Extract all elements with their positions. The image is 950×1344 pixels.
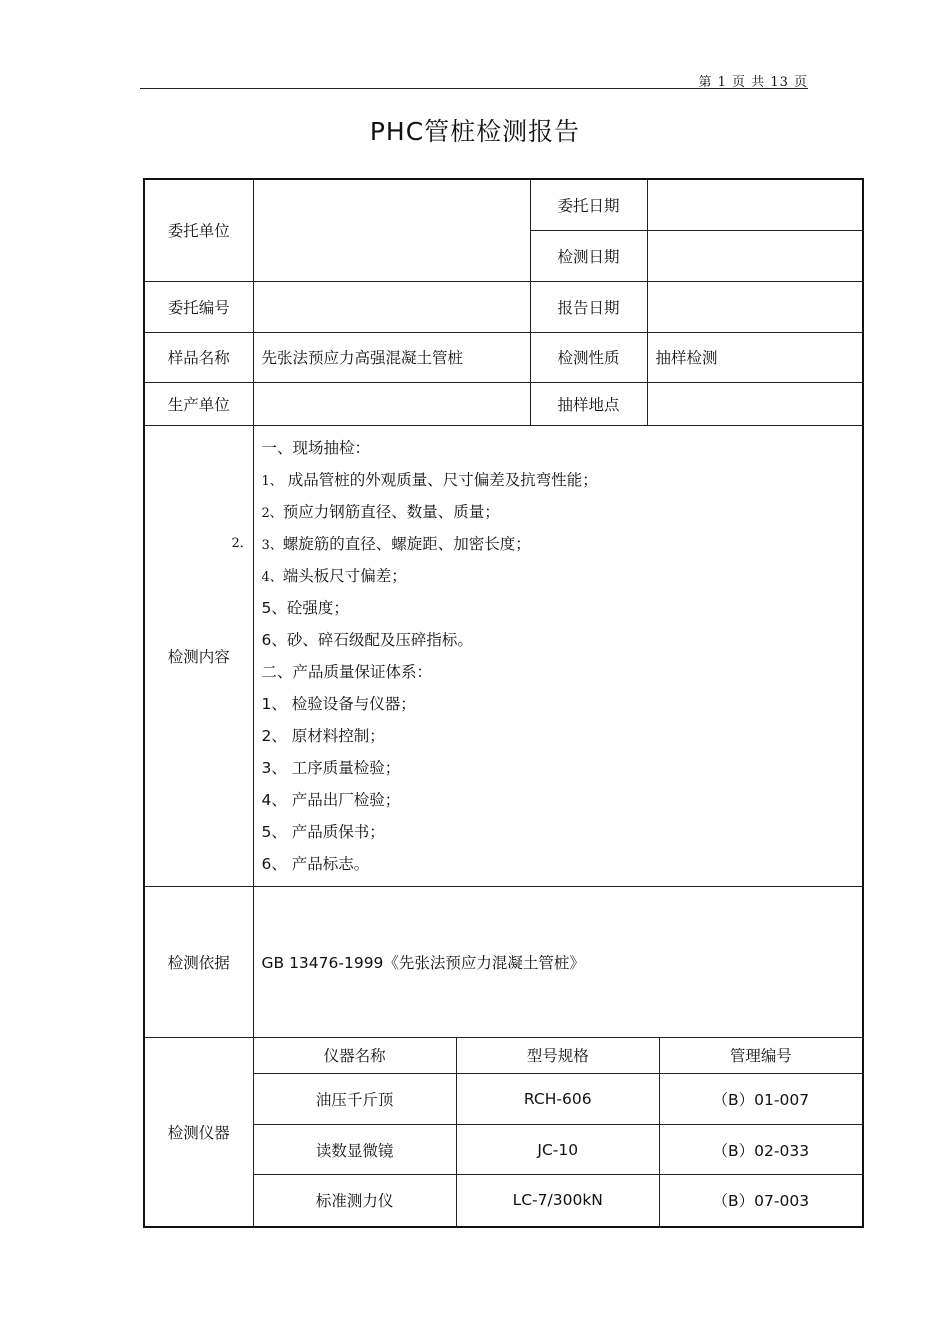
content-label: 检测内容 [144,425,253,886]
page-number: 第 1 页 共 13 页 [698,75,808,90]
basis-value: GB 13476-1999《先张法预应力混凝土管桩》 [253,886,863,1037]
instrument-name: 读数显微镜 [254,1125,457,1175]
content-line-text: 3、 工序质量检验； [261,758,401,777]
instrument-model: JC-10 [456,1125,659,1175]
commission-date-value [647,179,863,230]
test-date-value [647,230,863,281]
report-title: PHC管桩检测报告 [369,117,581,146]
content-line-text: 2、 原材料控制； [261,726,385,745]
content-line [262,688,855,720]
content-line-text: 4、 产品出厂检验； [261,790,401,809]
content-line [262,528,855,560]
table-row [254,1125,863,1175]
sample-name-value: 先张法预应力高强混凝土管桩 [253,332,530,382]
instruments-table [254,1038,863,1226]
content-line-text: 6、砂、碎石级配及压碎指标。 [261,630,473,649]
content-line-text: 6、 产品标志。 [261,854,370,873]
instruments-header-model: 型号规格 [456,1038,659,1074]
content-line [262,592,855,624]
test-date-label: 检测日期 [530,230,647,281]
commission-no-label: 委托编号 [144,281,253,332]
content-line [262,496,855,528]
content-line-text: 端头板尺寸偏差； [282,566,407,585]
instruments-header-name: 仪器名称 [254,1038,457,1074]
content-line-text: 5、 产品质保书； [261,822,385,841]
page-header [140,70,808,89]
content-line [262,784,855,816]
instrument-code: （B）02-033 [659,1125,862,1175]
content-line-text: 5、砼强度； [261,598,349,617]
stray-mark: 2． [231,535,253,551]
client-value [253,179,530,281]
producer-label: 生产单位 [144,382,253,425]
test-nature-value: 抽样检测 [647,332,863,382]
content-line [262,432,855,464]
instrument-model: RCH-606 [456,1074,659,1125]
content-cell [231,425,863,886]
sampling-site-label: 抽样地点 [530,382,647,425]
content-line [262,464,855,496]
instruments-header-code: 管理编号 [659,1038,862,1074]
content-line-number: 3、 [261,537,283,553]
content-line [262,848,855,880]
table-row [254,1074,863,1125]
sampling-site-value [647,382,863,425]
content-line-text: 成品管桩的外观质量、尺寸偏差及抗弯性能； [282,470,598,489]
basis-label: 检测依据 [144,886,253,1037]
table-row [254,1175,863,1226]
instrument-name: 油压千斤顶 [254,1074,457,1125]
producer-value [253,382,530,425]
commission-date-label: 委托日期 [530,179,647,230]
content-line [262,816,855,848]
content-line-number: 1、 [261,473,283,489]
commission-no-value [253,281,530,332]
sample-name-label: 样品名称 [144,332,253,382]
content-line [262,752,855,784]
report-table [143,178,864,1228]
content-list [262,432,855,880]
test-nature-label: 检测性质 [530,332,647,382]
client-label: 委托单位 [144,179,253,281]
content-line-text: 二、产品质量保证体系： [261,662,433,681]
instruments-cell [253,1037,863,1227]
content-line-text: 1、 检验设备与仪器； [261,694,416,713]
content-line-text: 螺旋筋的直径、螺旋距、加密长度； [282,534,531,553]
instrument-code: （B）01-007 [659,1074,862,1125]
content-line-text: 预应力钢筋直径、数量、质量； [282,502,500,521]
instrument-code: （B）07-003 [659,1175,862,1226]
instrument-model: LC-7/300kN [456,1175,659,1226]
content-line [262,624,855,656]
content-line-number: 4、 [261,569,283,585]
content-line [262,560,855,592]
report-date-value [647,281,863,332]
instruments-label: 检测仪器 [144,1037,253,1227]
content-line [262,720,855,752]
content-line [262,656,855,688]
content-line-text: 一、现场抽检： [261,438,371,457]
instrument-name: 标准测力仪 [254,1175,457,1226]
content-line-number: 2、 [261,505,283,521]
report-date-label: 报告日期 [530,281,647,332]
